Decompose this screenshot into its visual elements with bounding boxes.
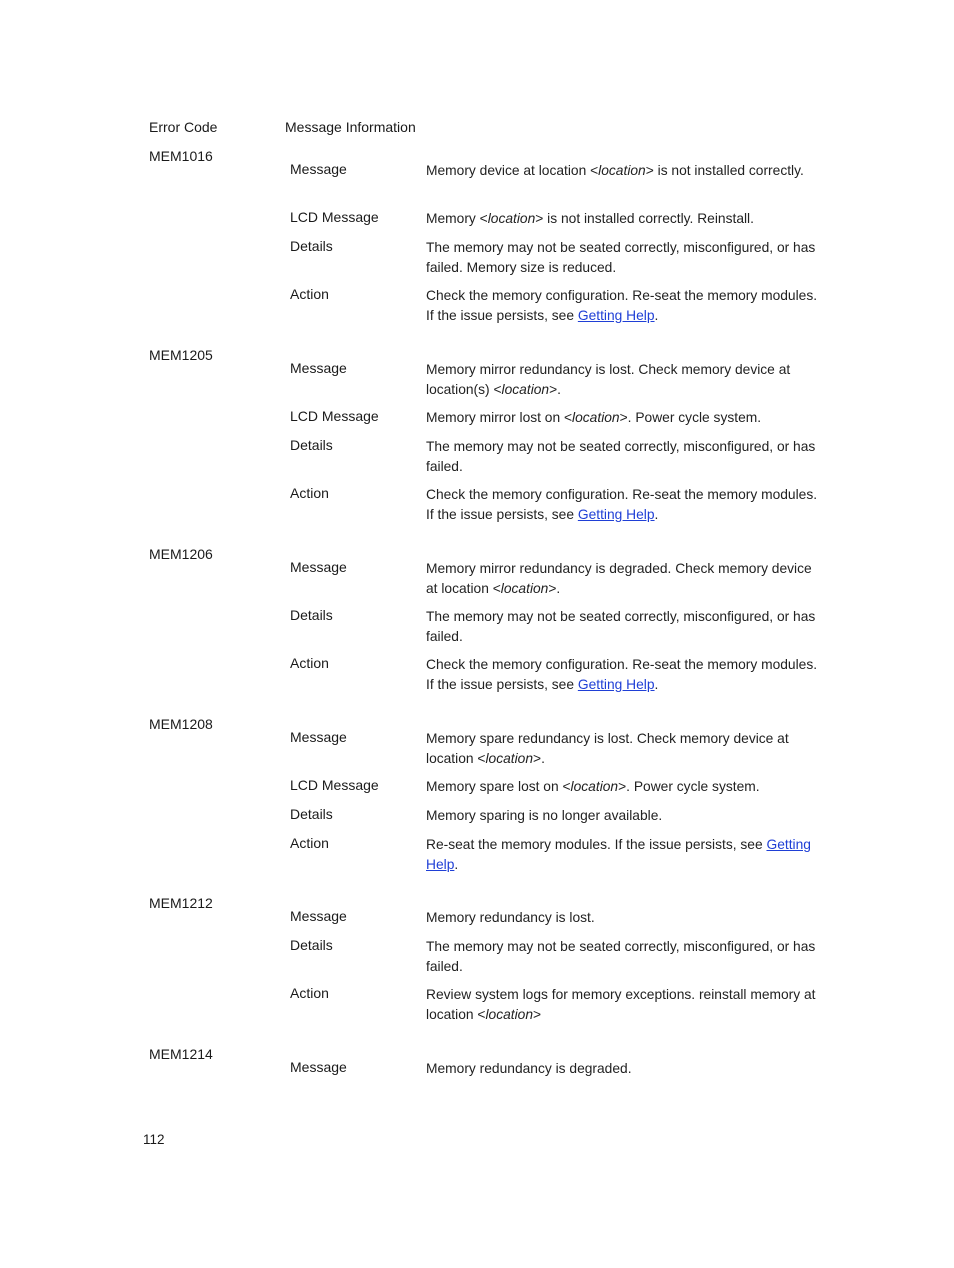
value-text: Memory device at location < <box>426 163 599 178</box>
field-value <box>426 777 826 797</box>
value-text: Re-seat the memory modules. If the issue persists, see <box>426 837 767 852</box>
field-label: Details <box>290 937 333 953</box>
field-value <box>426 286 826 325</box>
page-number: 112 <box>143 1132 165 1147</box>
field-label: Message <box>290 559 347 575</box>
value-text: >. <box>549 381 561 397</box>
value-text: Check the memory configuration. Re-seat the memory modules. If the issue persists, see <box>426 288 818 323</box>
value-text: Memory < <box>426 211 488 226</box>
location-placeholder: location <box>500 580 549 596</box>
error-code: MEM1016 <box>149 148 213 164</box>
value-text: > is not installed correctly. <box>645 163 804 178</box>
getting-help-link[interactable]: Getting Help <box>577 506 655 522</box>
field-value <box>426 161 826 181</box>
value-text: The memory may not be seated correctly, misconfigured, or has failed. <box>426 439 816 474</box>
value-text: Memory mirror lost on < <box>426 410 573 425</box>
value-text: The memory may not be seated correctly, misconfigured, or has failed. Memory size is reduced. <box>426 240 816 275</box>
value-text: Memory mirror redundancy is degraded. Check memory device at location < <box>426 561 812 596</box>
field-value <box>426 655 826 694</box>
location-placeholder: location <box>572 410 620 425</box>
value-text: Memory redundancy is lost. <box>426 910 595 925</box>
value-text: The memory may not be seated correctly, misconfigured, or has failed. <box>426 939 816 974</box>
value-text: >. Power cycle system. <box>619 410 762 425</box>
field-label: Details <box>290 437 333 453</box>
field-label: Message <box>290 908 347 924</box>
location-placeholder: location <box>485 1006 534 1022</box>
value-text: Memory spare redundancy is lost. Check memory device at location < <box>426 731 789 766</box>
value-text: > is not installed correctly. Reinstall. <box>535 211 754 226</box>
field-label: Details <box>290 806 333 822</box>
error-code: MEM1208 <box>149 716 213 732</box>
field-label: Message <box>290 360 347 376</box>
value-text: The memory may not be seated correctly, misconfigured, or has failed. <box>426 609 816 644</box>
field-label: Message <box>290 729 347 745</box>
field-label: Action <box>290 655 329 671</box>
value-text: Check the memory configuration. Re-seat the memory modules. If the issue persists, see <box>426 487 818 522</box>
value-text: . <box>454 856 459 872</box>
field-value <box>426 729 826 768</box>
error-code: MEM1214 <box>149 1046 213 1062</box>
value-text: Memory redundancy is degraded. <box>426 1061 632 1076</box>
getting-help-link[interactable]: Getting Help <box>577 307 655 323</box>
location-placeholder: location <box>501 381 550 397</box>
field-label: Action <box>290 286 329 302</box>
value-text: >. <box>533 750 545 766</box>
value-text: >. Power cycle system. <box>618 779 760 794</box>
location-placeholder: location <box>485 750 534 766</box>
error-code: MEM1205 <box>149 347 213 363</box>
field-value <box>426 360 826 399</box>
field-label: LCD Message <box>290 209 379 225</box>
field-label: Details <box>290 607 333 623</box>
field-label: Action <box>290 485 329 501</box>
field-value <box>426 908 826 928</box>
field-value <box>426 437 826 476</box>
field-value <box>426 1059 826 1079</box>
error-code: MEM1212 <box>149 895 213 911</box>
field-value <box>426 559 826 598</box>
field-value <box>426 485 826 524</box>
field-label: Action <box>290 985 329 1001</box>
field-value <box>426 408 826 428</box>
field-label: LCD Message <box>290 777 379 793</box>
error-code: MEM1206 <box>149 546 213 562</box>
value-text: . <box>654 676 659 692</box>
field-value <box>426 985 826 1024</box>
field-label: Details <box>290 238 333 254</box>
field-label: Message <box>290 1059 347 1075</box>
getting-help-link[interactable]: Getting Help <box>426 837 811 872</box>
field-value <box>426 209 826 229</box>
value-text: Memory mirror redundancy is lost. Check memory device at location(s) < <box>426 362 791 397</box>
value-text: Check the memory configuration. Re-seat the memory modules. If the issue persists, see <box>426 657 818 692</box>
getting-help-link[interactable]: Getting Help <box>577 676 655 692</box>
field-value <box>426 937 826 976</box>
location-placeholder: location <box>598 163 646 178</box>
field-label: Action <box>290 835 329 851</box>
value-text: Memory spare lost on < <box>426 779 571 794</box>
value-text: Memory sparing is no longer available. <box>426 808 663 823</box>
field-value <box>426 607 826 646</box>
field-value <box>426 806 826 826</box>
field-label: Message <box>290 161 347 177</box>
value-text: . <box>654 506 659 522</box>
field-value <box>426 835 826 874</box>
value-text: > <box>533 1006 542 1022</box>
value-text: >. <box>548 580 561 596</box>
field-label: LCD Message <box>290 408 379 424</box>
location-placeholder: location <box>570 779 619 794</box>
header-message-information: Message Information <box>285 119 416 135</box>
field-value <box>426 238 826 277</box>
value-text: Review system logs for memory exceptions. reinstall memory at location < <box>426 987 816 1022</box>
header-error-code: Error Code <box>149 119 218 135</box>
location-placeholder: location <box>487 211 536 226</box>
value-text: . <box>654 307 659 323</box>
